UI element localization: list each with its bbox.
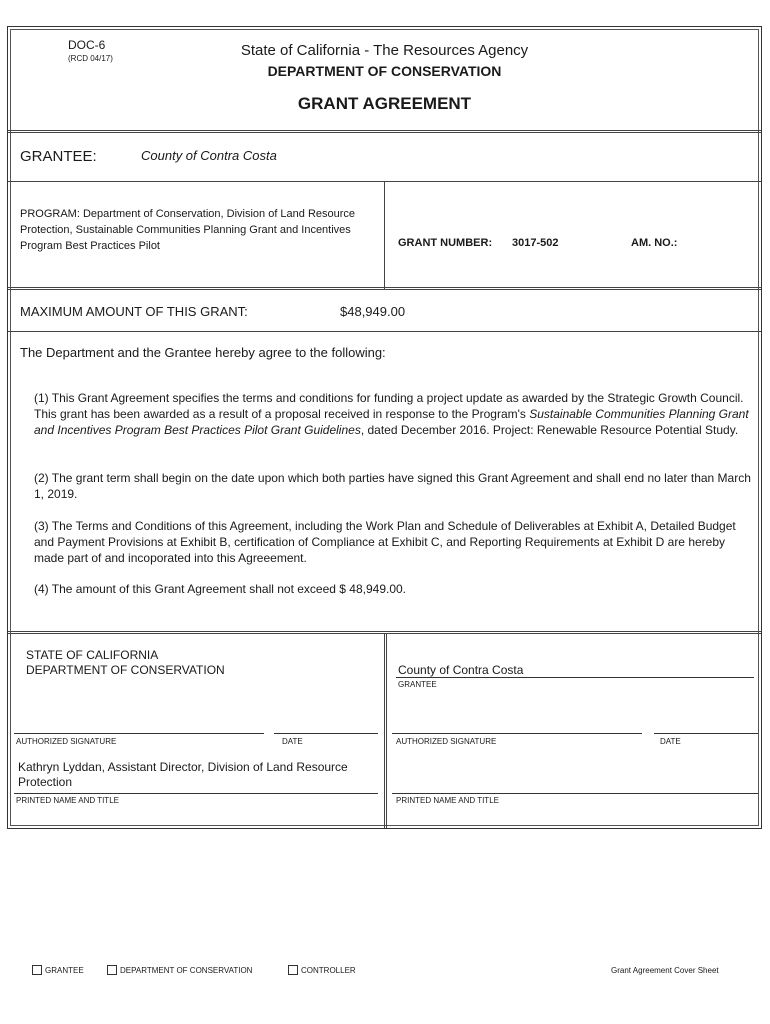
- printed-name-value: Kathryn Lyddan, Assistant Director, Division of Land Resource Protection: [18, 760, 348, 789]
- clause-1: [34, 390, 754, 438]
- divider: [384, 633, 387, 828]
- checkbox-grantee-label: GRANTEE: [45, 966, 84, 975]
- authorized-signature-label: AUTHORIZED SIGNATURE: [16, 737, 117, 746]
- grant-number-label: GRANT NUMBER:: [398, 237, 493, 249]
- checkbox-icon: [288, 965, 298, 975]
- grantee-printed-name-line[interactable]: [392, 793, 758, 794]
- max-amount-value: $48,949.00: [340, 304, 406, 319]
- clause-4: (4) The amount of this Grant Agreement shall not exceed $ 48,949.00.: [34, 582, 407, 596]
- clause-1-text-a: (1) This Grant Agreement specifies the terms and conditions for funding a project update as awarded by the Strategic Growth Council. This grant has been awarded as a result of a proposal received in response to the Program's: [34, 391, 744, 421]
- state-label: STATE OF CALIFORNIA: [26, 648, 159, 662]
- grantee-printed-name-label: PRINTED NAME AND TITLE: [396, 796, 499, 805]
- date-label: DATE: [282, 737, 303, 746]
- am-no-label: AM. NO.:: [631, 237, 678, 249]
- checkbox-controller-label: CONTROLLER: [301, 966, 356, 975]
- printed-name-label: PRINTED NAME AND TITLE: [16, 796, 119, 805]
- department-name: DEPARTMENT OF CONSERVATION: [267, 63, 502, 79]
- checkbox-department[interactable]: [107, 965, 252, 975]
- grantee-org-name: County of Contra Costa: [398, 663, 524, 677]
- grantee-org-label: GRANTEE: [398, 680, 437, 689]
- divider: [8, 287, 761, 290]
- printed-name-line: [14, 793, 378, 794]
- clause-2: (2) The grant term shall begin on the date upon which both parties have signed this Grant Agreement and shall end no later than March 1, 2019.: [34, 471, 751, 501]
- clause-1-text-b: , dated December 2016. Project: Renewable Resource Potential Study.: [360, 423, 739, 437]
- date-line[interactable]: [274, 733, 378, 734]
- program-description: PROGRAM: Department of Conservation, Division of Land Resource Protection, Sustainable Communities Planning Grant and Incentives Program Best Practices Pilot: [20, 208, 356, 252]
- grant-number-value: 3017-502: [512, 237, 559, 249]
- checkbox-department-label: DEPARTMENT OF CONSERVATION: [120, 966, 253, 975]
- divider: [384, 181, 385, 289]
- grantee-date-line[interactable]: [654, 733, 758, 734]
- checkbox-controller[interactable]: [288, 965, 356, 975]
- page-title: GRANT AGREEMENT: [297, 94, 472, 113]
- max-amount-label: MAXIMUM AMOUNT OF THIS GRANT:: [20, 304, 248, 319]
- grantee-date-label: DATE: [660, 737, 681, 746]
- agency-name: State of California - The Resources Agency: [240, 42, 529, 59]
- grantee-label: GRANTEE:: [20, 148, 97, 165]
- agreement-intro: The Department and the Grantee hereby agree to the following:: [20, 345, 386, 360]
- divider: [8, 331, 761, 332]
- checkbox-icon: [107, 965, 117, 975]
- checkbox-icon: [32, 965, 42, 975]
- authorized-signature-line[interactable]: [14, 733, 264, 734]
- clause-1-guidelines-title: Sustainable Communities Planning Grant and Incentives Program Best Practices Pilot Grant Guidelines: [34, 407, 749, 437]
- cover-sheet-label: Grant Agreement Cover Sheet: [611, 966, 719, 975]
- form-id: DOC-6: [68, 38, 106, 52]
- grantee-value: County of Contra Costa: [141, 148, 277, 163]
- department-label: DEPARTMENT OF CONSERVATION: [26, 663, 225, 677]
- form-revision: (RCD 04/17): [68, 54, 113, 63]
- grantee-org-line: [396, 677, 754, 678]
- grantee-authorized-signature-label: AUTHORIZED SIGNATURE: [396, 737, 497, 746]
- clause-3: (3) The Terms and Conditions of this Agreement, including the Work Plan and Schedule of Deliverables at Exhibit A, Detailed Budget and Payment Provisions at Exhibit B, certification of Compliance at Exhibit C, and Reporting Requirements at Exhibit D are hereby made part of and incoporated into this Agreeement.: [34, 519, 736, 565]
- divider: [8, 130, 761, 133]
- checkbox-grantee[interactable]: [32, 965, 84, 975]
- grantee-authorized-signature-line[interactable]: [392, 733, 642, 734]
- form-frame: [7, 26, 762, 829]
